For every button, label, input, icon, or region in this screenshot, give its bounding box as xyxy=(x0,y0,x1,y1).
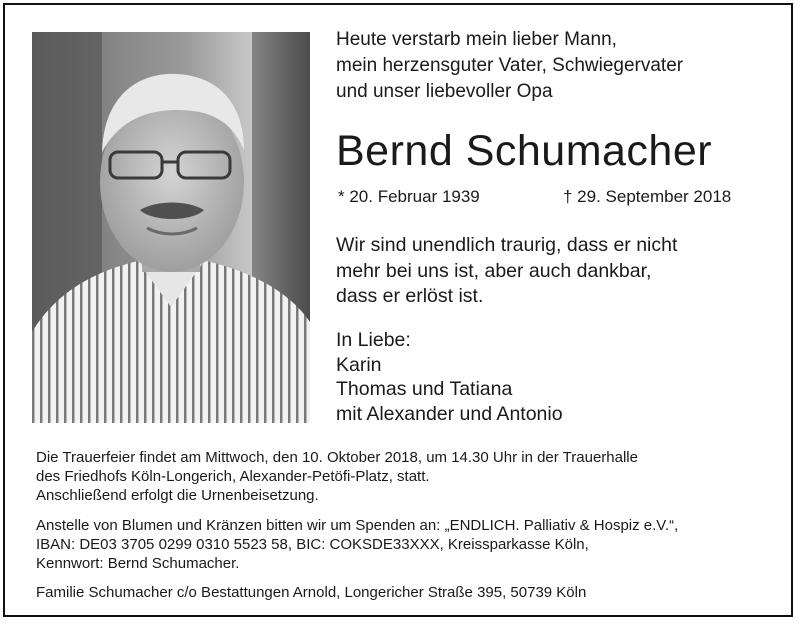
mourners-heading: In Liebe: xyxy=(336,329,411,351)
intro-line-1: Heute verstarb mein lieber Mann, xyxy=(336,29,617,50)
obituary-notice xyxy=(3,3,793,617)
mourning-message xyxy=(336,233,776,310)
message-line-1: Wir sind unendlich traurig, dass er nicht xyxy=(336,234,678,256)
birth-date: * 20. Februar 1939 xyxy=(338,187,480,206)
ceremony-line-3: Anschließend erfolgt die Urnenbeisetzung. xyxy=(36,487,319,504)
donation-info xyxy=(36,516,776,573)
ceremony-line-1: Die Trauerfeier findet am Mittwoch, den 10. Oktober 2018, um 14.30 Uhr in der Trauerhalle xyxy=(36,449,638,466)
mourner-name: Karin xyxy=(336,353,382,376)
family-contact: Familie Schumacher c/o Bestattungen Arnold, Longericher Straße 395, 50739 Köln xyxy=(36,584,587,601)
donation-line-1: Anstelle von Blumen und Kränzen bitten wir um Spenden an: „ENDLICH. Palliativ & Hospiz e.V.“, xyxy=(36,517,679,534)
death-date: † 29. September 2018 xyxy=(563,187,732,206)
intro-line-3: und unser liebevoller Opa xyxy=(336,81,553,102)
portrait-photo xyxy=(32,32,310,423)
message-line-3: dass er erlöst ist. xyxy=(336,285,484,307)
deceased-name: Bernd Schumacher xyxy=(336,127,713,175)
mourners-list xyxy=(336,328,776,426)
ceremony-info xyxy=(36,448,776,505)
intro-text xyxy=(336,27,776,105)
mourner-name: mit Alexander und Antonio xyxy=(336,402,563,425)
mourner-name: Thomas und Tatiana xyxy=(336,378,513,400)
message-line-2: mehr bei uns ist, aber auch dankbar, xyxy=(336,259,652,282)
donation-line-2: IBAN: DE03 3705 0299 0310 5523 58, BIC: COKSDE33XXX, Kreissparkasse Köln, xyxy=(36,536,589,553)
donation-line-3: Kennwort: Bernd Schumacher. xyxy=(36,555,240,572)
intro-line-2: mein herzensguter Vater, Schwiegervater xyxy=(336,55,684,76)
ceremony-line-2: des Friedhofs Köln-Longerich, Alexander-Petöfi-Platz, statt. xyxy=(36,468,430,485)
